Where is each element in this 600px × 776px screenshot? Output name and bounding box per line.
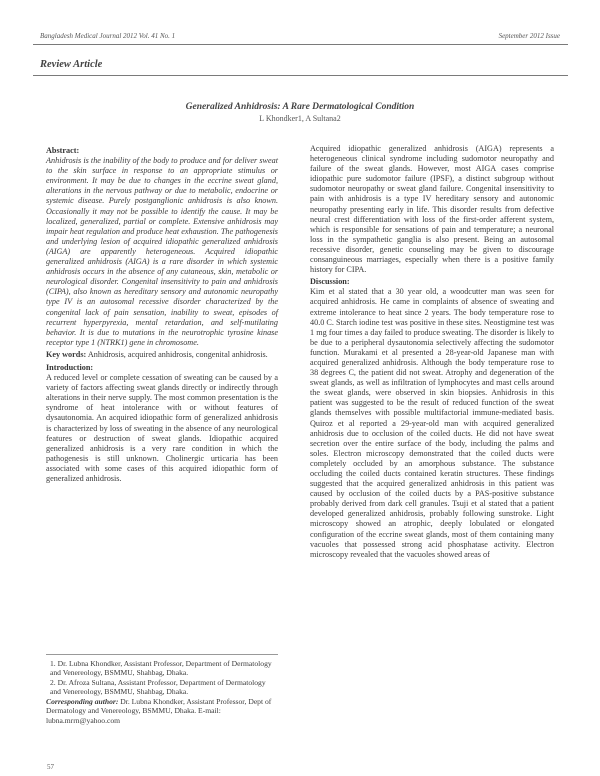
left-column	[46, 146, 278, 484]
discussion-text: Kim et al stated that a 30 year old, a woodcutter man was seen for acquired anhidrosis. He came in complaints of absence of sweating and extreme intolerance to heat since 2 years. The body temperature rose to 40.0 C. Starch iodine test was positive in these sites. Neostigmine test was 1 mg four times a day failed to produce sweating. The disorder is likely to be due to a peripheral dysautonomia selectively affecting the sudomotor function. Murakami et al presented a 28-year-old Japanese man with acquired generalized anhidrosis. Although the body temperature rose to 38 degrees C, the patient did not sweat. Atrophy and degeneration of the sweat glands, as well as infiltration of lymphocytes and mast cells around the sweat glands, were observed in skin biopsies. Anhidrosis in this patient was suggested to be the result of reduced function of the sweat glands themselves with possible multifactorial immune-mediated basis. Quiroz et al reported a 29-year-old man with acquired generalized anhidrosis due to occlusion of the coiled ducts. He did not have sweat secretion over the entire surface of the body, including the palms and soles. Electron microscopy demonstrated that the coiled ducts were completely occluded by an amorphous substance. The substance occluding the coiled ducts contained keratin structures. These findings suggested that the acquired generalized anhidrosis in this patient was caused by occlusion of the coiled ducts by a PAS-positive substance probably derived from dark cell granules. Tsuji et al stated that a patient developed generalized anhidrosis, probably following sunstroke. Light microscopy showed an atrophic, deeply lobulated or elongated configuration of the eccrine sweat glands, most of them containing many vacuoles that possessed strong acid phosphatase activity. Electron microscopy revealed that the vacuoles showed areas of	[310, 287, 554, 559]
keywords	[46, 350, 278, 360]
section-label: Review Article	[40, 59, 103, 70]
correspondence-label: Corresponding author:	[46, 697, 119, 706]
right-column	[310, 144, 554, 560]
section-rule	[33, 75, 568, 76]
header-rule	[33, 44, 568, 45]
article-title: Generalized Anhidrosis: A Rare Dermatological Condition	[185, 102, 415, 112]
right-intro-text: Acquired idiopathic generalized anhidrosis (AIGA) represents a heterogeneous clinical syndrome including sudomotor neuropathy and failure of the sweat glands. However, most AIGA cases comprise idiopathic pure sudomotor failure (IPSF), a distinct subgroup without sudomotor neuropathy or sweat gland failure. Congenital insensitivity to pain with anhidrosis is a type IV hereditary sensory and autonomic neuropathy presenting early in life. This disorder results from defective neural crest differentiation with loss of the first-order afferent system, which is responsible for sensations of pain and temperature; a neuronal loss in the sympathetic ganglia is also present. Being an autosomal recessive disorder, genetic counseling may be given to discourage consanguineous marriages, especially when there is a positive family history for CIPA.	[310, 144, 554, 275]
keywords-label: Key words:	[46, 349, 87, 359]
footnote-1: 1. Dr. Lubna Khondker, Assistant Professor, Department of Dermatology and Venereology, BSMMU, Shahbag, Dhaka.	[50, 659, 272, 678]
abstract-heading: Abstract:	[46, 146, 80, 155]
discussion-heading: Discussion:	[310, 277, 350, 287]
article-authors: L Khondker1, A Sultana2	[259, 114, 341, 123]
abstract-text: Anhidrosis is the inability of the body to produce and for deliver sweat to the skin surface in response to an appropriate stimulus or environment. It may be due to changes in the eccrine sweat gland, alterations in the nervous pathway or due to metabolic, endocrine or systemic disease. Purely postganglionic anhidrosis is also known. Occasionally it may not be possible to identify the cause. It may be localized, generalized, partial or complete. Extensive anhidrosis may impair heat regulation and produce heat exhaustion. The pathogenesis and underlying lesion of acquired idiopathic generalized anhidrosis (AIGA) are apparently heterogeneous. Acquired idiopathic generalized anhidrosis (AIGA) is a rare disorder in which systemic anhidrosis occurs in the absence of any cutaneous, skin, metabolic or neurological disorder. Congenital insensitivity to pain and anhidrosis (CIPA), also known as hereditary sensory and autonomic neuropathy type IV is an autosomal recessive disorder characterized by the congenital lack of pain sensation, inability to sweat, episodes of recurrent hyperpyrexia, mental retardation, and self-mutilating behavior. It is due to mutations in the neurotrophic tyrosine kinase receptor type 1 (NTRK1) gene in chromosome.	[46, 156, 278, 347]
issue-header: September 2012 Issue	[498, 32, 560, 40]
keywords-text: Anhidrosis, acquired anhidrosis, congenital anhidrosis.	[87, 349, 268, 359]
introduction-heading: Introduction:	[46, 362, 94, 372]
correspondence	[46, 697, 278, 725]
journal-header: Bangladesh Medical Journal 2012 Vol. 41 No. 1	[40, 32, 176, 40]
footnote-2: 2. Dr. Afroza Sultana, Assistant Professor, Department of Dermatology and Venereology, BSMMU, Shahbag, Dhaka.	[50, 678, 266, 697]
page-number: 57	[47, 763, 54, 771]
correspondence-text: Dr. Lubna Khondker, Assistant Professor, Dept of Dermatology and Venereology, BSMMU, Dhaka. E-mail: lubna.mrrn@yahoo.com	[46, 697, 272, 725]
footnote-rule	[46, 654, 278, 655]
introduction-text: A reduced level or complete cessation of sweating can be caused by a variety of factors affecting sweat glands directly or indirectly through alterations in their nerve supply. The most common presentation is the syndrome of heat intolerance with or without features of dysautonomia. An acquired idiopathic form of generalized anhidrosis is characterized by loss of sweating in the absence of any neurological features or destruction of sweat glands. Idiopathic acquired generalized anhidrosis is a very rare condition in which the pathogenesis is still unknown. Cholinergic urticaria has been associated with some cases of this acquired idiopathic form of generalized anhidrosis.	[46, 373, 278, 483]
